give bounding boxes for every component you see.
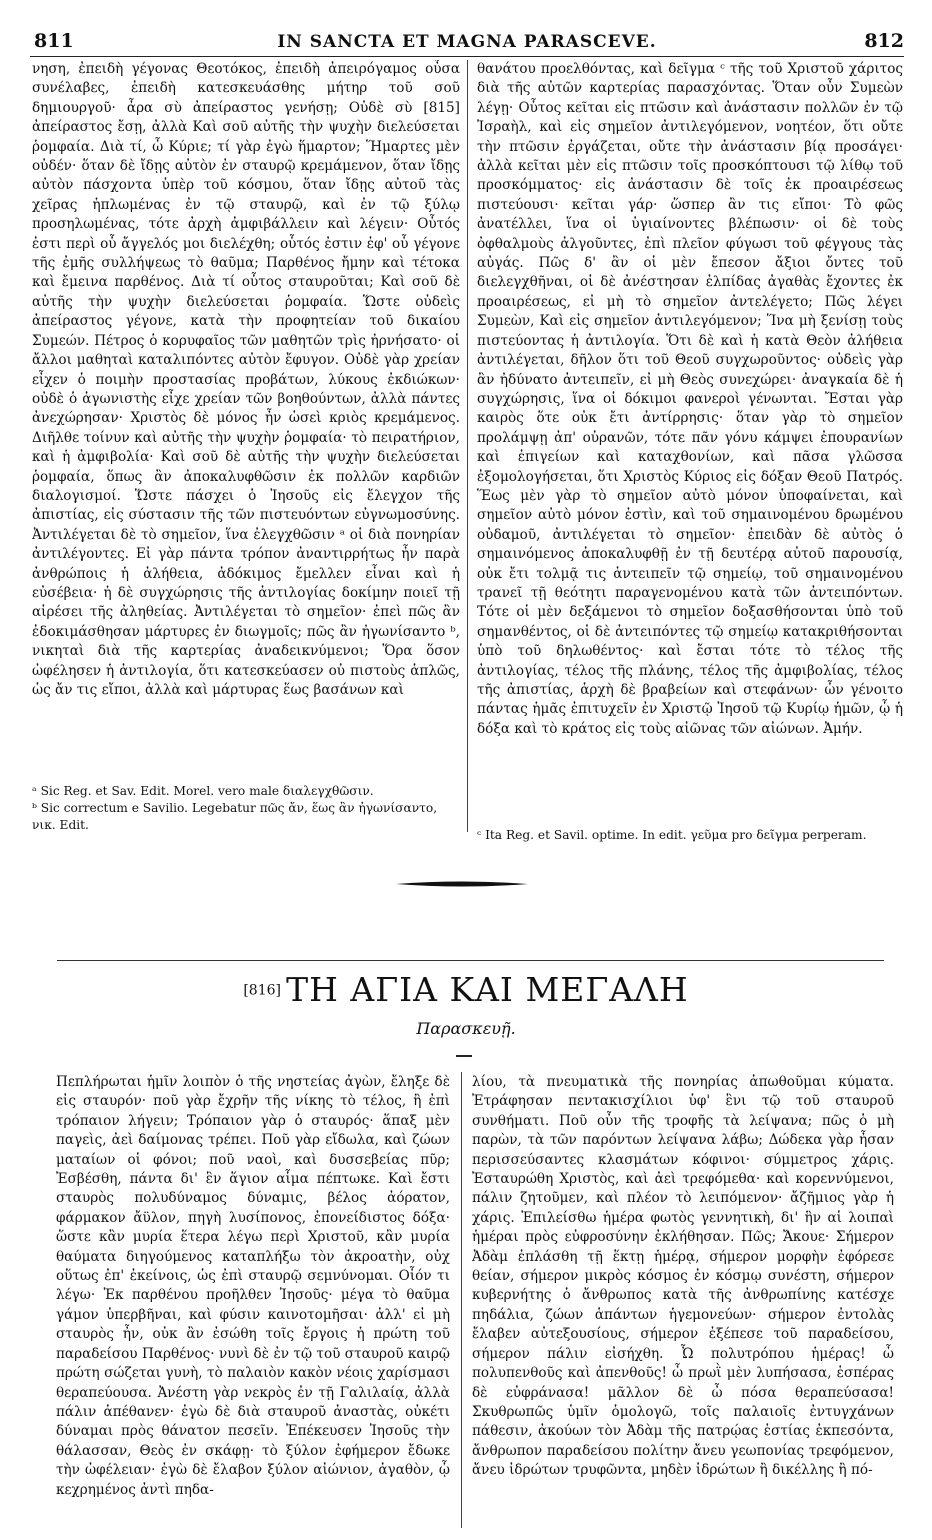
paragraph: θανάτου προελθόντας, καὶ δεῖγμα ᶜ τῆς τοῦ Χριστοῦ χάριτος διὰ τῆς αὐτῶν καρτερίας παρασχόντας. Ὅταν οὖν Συμεὼν λέγῃ· Οὗτος κεῖται εἰς πτῶσιν καὶ ἀνάστασιν πολλῶν ἐν τῷ Ἰσραὴλ, καὶ εἰς σημεῖον ἀντιλεγόμενον, νοητέον, ὅτι οὔτε τὴν πτῶσιν ἐργάζεται, οὔτε τὴν ἀνάστασιν βίᾳ προσάγει· ἀλλὰ κεῖται μὲν εἰς πτῶσιν τοῖς προσκόπτουσι τῷ λίθῳ τοῦ προσκόμματος· εἰς ἀνάστασιν δὲ τοῖς ἐκ προαιρέσεως πιστεύουσι· κεῖται γάρ· ὥσπερ ἂν τις εἴποι· Τὸ φῶς ἀνατέλλει, ἵνα οἱ ὑγιαίνοντες βλέπωσιν· οἱ δὲ τοὺς ὀφθαλμοὺς ἀλγοῦντες, ἐπὶ πλεῖον φύγωσι τοῦ φέγγους τὰς αὐγάς. Πῶς δ' ἂν οἱ μὲν ἔπεσον ἄξιοι ὄντες τοῦ διελεγχθῆναι, οἱ δὲ ἀνέστησαν ἐλπίδας ἀγαθὰς ἔχοντες ἐκ προαιρέσεως, εἰ μὴ τὸ σημεῖον ἀντελέγετο; Πῶς λέγει Συμεὼν, Καὶ εἰς σημεῖον ἀντιλεγόμενον; Ἵνα μὴ ξενίσῃ τοὺς πιστεύοντας ἡ ἀντιλογία. Ὅτι δὲ καὶ ἡ κατὰ Θεὸν ἀλήθεια ἀντιλέγεται, δῆλον ὅτι τοῦ Θεοῦ συγχωροῦντος· οὐδεὶς γὰρ ἂν ἠδύνατο ἀντειπεῖν, εἰ μὴ Θεὸς συνεχώρει· ἀναγκαία δὲ ἡ συγχώρησις, ἵνα οἱ δόκιμοι φανεροὶ γένωνται. Ἔσται γὰρ καιρὸς ὅτε οὐκ ἔτι ἀντίρρησις· ὅταν γὰρ τὸ σημεῖον προλάμψῃ ἀπ' οὐρανῶν, τότε πᾶν γόνυ κάμψει ἐπουρανίων καὶ ἐπιγείων καὶ καταχθονίων, καὶ πᾶσα γλῶσσα ἐξομολογήσεται, ὅτι Χριστὸς Κύριος εἰς δόξαν Θεοῦ Πατρός. Ἕως μὲν γὰρ τὸ σημεῖον αὐτὸ μόνον ὑποφαίνεται, καὶ σημεῖον αὐτὸ μόνον ἐστὶν, καὶ τοῦ σημαινομένου δρωμένου οὐδαμοῦ, ἀντιλέγεται τὸ σημεῖον· ἐπειδὰν δὲ αὐτὸς ὁ σημαινόμενος ἀποκαλυφθῇ ἐν τῇ δευτέρᾳ αὐτοῦ παρουσίᾳ, οὐκ ἔτι τολμᾷ τις ἀντειπεῖν τῷ σημείῳ, τοῦ σημαινομένου τρανεῖ τῇ θεότητι παραγενομένου κατὰ τῶν ἀντειπόντων. Τότε οἱ μὲν δεξάμενοι τὸ σημεῖον δοξασθήσονται ὑπὸ τοῦ σημανθέντος, οἱ δὲ ἀντειπόντες τῷ σημείῳ κατακριθήσονται ὑπὸ τοῦ δηλωθέντος· καὶ ἔσται τότε τὸ τέλος τῆς ἀντιλογίας, τέλος τῆς πλάνης, τέλος τῆς ἀμφιβολίας, τέλος τῆς ἀπιστίας, ἀρχὴ δὲ βραβείων καὶ στεφάνων· ὧν γένοιτο πάντας ἡμᾶς ἐπιτυχεῖν ἐν Χριστῷ Ἰησοῦ τῷ Κυρίῳ ἡμῶν, ᾧ ἡ δόξα καὶ τὸ κράτος εἰς τοὺς αἰῶνας τῶν αἰώνων. Ἀμήν. — [477, 61, 903, 737]
paragraph: Πεπλήρωται ἡμῖν λοιπὸν ὁ τῆς νηστείας ἀγὼν, ἔληξε δὲ εἰς σταυρόν· ποῦ γὰρ ἔχρῆν τῆς νίκης τὸ τέλος, ἢ ἐπὶ τρόπαιον λήγειν; Τρόπαιον γὰρ ὁ σταυρός· ἅπαξ μὲν παγεὶς, ἀεὶ δαίμονας τρέπει. Ποῦ γὰρ εἴδωλα, καὶ ζώων ματαίων οἱ φόνοι; ποῦ ναοὶ, καὶ δυσσεβείας πῦρ; Ἐσβέσθη, πάντα δι' ἓν ἅγιον αἷμα πέπτωκε. Καὶ ἔστι σταυρὸς πολυδύναμος δύναμις, βέλος ἀόρατον, φάρμακον ἄϋλον, πηγὴ λυσίπονος, ἐπονείδιστος δόξα· ὥστε κἂν μυρία ἕτερα λέγω περὶ Χριστοῦ, κἂν μυρία θαύματα διηγούμενος καταπλήξω τὸν ἀκροατὴν, οὐχ οὕτως ἐπ' ἐκείνοις, ὡς ἐπὶ σταυρῷ σεμνύνομαι. Οἷόν τι λέγω· Ἐκ παρθένου προῆλθεν Ἰησοῦς· μέγα τὸ θαῦμα γάμον ὑπερβῆναι, καὶ φύσιν καινοτομῆσαι· ἀλλ' εἰ μὴ σταυρὸς ἦν, οὐκ ἂν ἐσώθη τοῖς ἔργοις ἡ πρώτη τοῦ παραδείσου Παρθένος· νυνὶ δὲ ἐν τῷ τοῦ σταυροῦ καιρῷ πρώτη σώζεται γυνὴ, τὸ παλαιὸν κακὸν νέοις χαρίσμασι θεραπεύουσα. Ἀνέστη γὰρ νεκρὸς ἐν τῇ Γαλιλαίᾳ, ἀλλὰ πάλιν ἀπέθανεν· ἐγὼ δὲ διὰ σταυροῦ ἀναστὰς, οὐκέτι δύναμαι πρὸς θάνατον πεσεῖν. Ἐπέκευσεν Ἰησοῦς τὴν θάλασσαν, Θεὸς ἐν σκάφῃ· τὸ ξύλον ἐφήμερον ἔδωκε τὴν ὠφέλειαν· ἐγὼ δὲ ἔλαβον ξύλον αἰώνιον, ἀγαθὸν, ᾧ κεχρημένος ἀντὶ πηδα- — [56, 1074, 450, 1498]
page-number-right: 812 — [864, 30, 904, 52]
running-title: IN SANCTA ET MAGNA PARASCEVE. — [277, 32, 657, 52]
section-subtitle: Παρασκευῇ. — [416, 1019, 516, 1038]
column-divider — [461, 1072, 462, 1528]
page-number-left: 811 — [34, 30, 74, 52]
footnote: ᵃ Sic Reg. et Sav. Edit. Morel. vero male διαλεγχθῶσιν. — [32, 784, 374, 798]
section-heading: ΤΗ ΑΓΙΑ ΚΑΙ ΜΕΓΑΛΗ — [286, 970, 689, 1009]
footnote: ᵇ Sic correctum e Savilio. Legebatur πῶς ἄν, ἕως ἂν ἠγωνίσαντο, νικ. Edit. — [32, 801, 438, 832]
section-rule — [57, 960, 884, 961]
column-divider — [467, 60, 468, 832]
text-column-left — [32, 60, 460, 756]
section-page-marker: [816] — [243, 982, 281, 999]
footnote: ᶜ Ita Reg. et Savil. optime. In edit. γεῦμα pro δεῖγμα perperam. — [477, 828, 867, 842]
header-rule — [30, 56, 904, 57]
body-column-left — [56, 1073, 450, 1527]
paragraph: νηση, ἐπειδὴ γέγονας Θεοτόκος, ἐπειδὴ ἀπειρόγαμος οὖσα συνέλαβες, ἐπειδὴ κατεσκευάσθης μήτηρ τοῦ σοῦ δημιουργοῦ· ἆρα σὺ ἀπείραστος γενήσῃ; Οὐδὲ σὺ [815] ἀπείραστος ἔσῃ, ἀλλὰ Καὶ σοῦ αὐτῆς τὴν ψυχὴν διελεύσεται ῥομφαία. Διὰ τί, ὦ Κύριε; τί γὰρ ἐγὼ ἥμαρτον; Ἥμαρτες μὲν οὐδέν· ὅταν δὲ ἴδῃς αὐτὸν ἐν σταυρῷ κρεμάμενον, ὅταν ἴδῃς αὐτὸν πάσχοντα ὑπὲρ τοῦ κόσμου, ὅταν ἴδῃς αὐτοῦ τὰς χεῖρας ἡπλωμένας ἐν τῷ σταυρῷ, καὶ ἐν τῷ ξύλῳ προσηλωμένας, τότε ἀρχὴ ἀμφιβάλλειν καὶ λέγειν· Οὗτός ἐστι περὶ οὗ ἄγγελός μοι διελέχθη; οὗτός ἐστιν ἐφ' οὗ γέγονε τῆς ἐμῆς συλλήψεως τὸ θαῦμα; Παρθένος ἤμην καὶ τέτοκα καὶ ἔμεινα παρθένος. Διὰ τί οὗτος σταυροῦται; Καὶ σοῦ δὲ αὐτῆς τὴν ψυχὴν διελεύσεται ῥομφαία. Ὥστε οὐδεὶς ἀπείραστος γέγονε, κατὰ τὴν προφητείαν τοῦ δικαίου Συμεών. Πέτρος ὁ κορυφαῖος τῶν μαθητῶν τρὶς ἠρνήσατο· οἱ ἄλλοι μαθηταὶ καταλιπόντες αὐτὸν ἔφυγον. Οὐδὲ γὰρ χρείαν εἶχεν ὁ ποιμὴν προστασίας προβάτων, λύκους ἐκδιώκων· οὐδὲ ὁ ἀγωνιστὴς εἶχε χρείαν τῶν βοηθούντων, ἀλλὰ πάντες ἀνεχώρησαν· Χριστὸς δὲ μόνος ἦν ὡσεὶ κριὸς κρεμάμενος. Διῆλθε τοίνυν καὶ αὐτῆς τὴν ψυχὴν ῥομφαία· τὸ πειρατήριον, καὶ ἡ ἀμφιβολία· Καὶ σοῦ δὲ αὐτῆς τὴν ψυχὴν διελεύσεται ῥομφαία, ὅπως ἂν ἀποκαλυφθῶσιν ἐκ πολλῶν καρδιῶν διαλογισμοί. Ὥστε πάσχει ὁ Ἰησοῦς εἰς ἔλεγχον τῆς ἀπιστίας, εἰς σύστασιν τῆς τῶν πιστευόντων εὐγνωμοσύνης. Ἀντιλέγεται δὲ τὸ σημεῖον, ἵνα ἐλεγχθῶσιν ᵃ οἱ διὰ πονηρίαν ἀντιλέγοντες. Εἰ γὰρ πάντα τρόπον ἀναντιρρήτως ἦν παρὰ ἀνθρώποις ἡ ἀλήθεια, ἀδόκιμος ἔμελλεν εἶναι καὶ ἡ εὐσέβεια· ἡ δὲ συγχώρησις τῆς ἀντιλογίας δοκίμην ποιεῖ τῇ αἱρέσει τῆς ἀληθείας. Ἀντιλέγεται τὸ σημεῖον· ἐπεὶ πῶς ἂν ἐδοκιμάσθησαν μάρτυρες ἐν διωγμοῖς; πῶς ἂν ἠγωνίσαντο ᵇ, νικηταὶ διὰ τῆς καρτερίας ἀναδεικνύμενοι; Ὅρα ὅσον ὠφέλησεν ἡ ἀντιλογία, ὅτι κατεσκεύασεν οὐ πιστοὺς ἁπλῶς, ὡς ἄν τις εἴποι, ἀλλὰ καὶ μάρτυρας ἕως βασάνων καὶ — [32, 61, 460, 698]
paragraph: λίου, τὰ πνευματικὰ τῆς πονηρίας ἀπωθοῦμαι κύματα. Ἐτράφησαν πεντακισχίλιοι ὑφ' ἓνι τῷ τοῦ σταυροῦ συνθήματι. Ποῦ οὖν τῆς τροφῆς τὰ λείψανα; πῶς ὁ μὴ παρὼν, τὰ τῶν παρόντων λείψανα λάβω; Δώδεκα γὰρ ἦσαν περισσεύσαντες κλασμάτων κόφινοι· σύμμετρος χάρις. Ἐσταυρώθη Χριστὸς, καὶ ἀεὶ τρεφόμεθα· καὶ κορεννύμενοι, πάλιν ζητοῦμεν, καὶ πλέον τὸ λειπόμενον· ἄζῆμιος γὰρ ἡ χάρις. Ἐπιλείσθω ἡμέρα φωτὸς γεννητικὴ, δι' ἣν αἱ λοιπαὶ ἡμέραι πρὸς εὐφροσύνην ἐκλήθησαν. Πῶς; Ἄκουε· Σήμερον Ἀδὰμ ἐπλάσθη τῇ ἕκτῃ ἡμέρᾳ, σήμερον μορφὴν ἐφόρεσε θείαν, σήμερον μικρὸς κόσμος ἐν κόσμῳ συνέστη, σήμερον κυβερνήτης ὁ ἄνθρωπος κατὰ τῆς ἀνθρωπίνης κατέσχε πηδάλια, ζώων ἁπάντων ἡγεμονεύων· σήμερον ἐντολὰς ἔλαβεν αὐτεξουσίους, σήμερον ἐξέπεσε τοῦ παραδείσου, σήμερον πάλιν εἰσήχθη. Ὦ πολυτρόπου ἡμέρας! ὦ πολυπενθοῦς καὶ ἀπενθοῦς! ὦ πρωῒ μὲν λυπήσασα, ἑσπέρας δὲ εὐφράνασα! μᾶλλον δὲ ὦ πόσα θεραπεύσασα! Σκυθρωπῶς ὑμῖν ὁμολογῶ, τοῖς παλαιοῖς ἐντυγχάνων πάθεσιν, ἀκούων τὸν Ἀδὰμ τῆς πατρῴας ἑστίας ἐκπεσόντα, ἄνθρωπον παραδείσου πολίτην ἄνευ γεωπονίας τρεφόμενον, ἄνευ ἱδρώτων τρυφῶντα, μηδὲν ἱδρώτων ἢ δικέλλης ἢ πό- — [472, 1074, 894, 1479]
running-head — [30, 30, 904, 56]
short-rule — [456, 1055, 472, 1057]
ornament-divider — [396, 880, 528, 888]
footnotes-right — [477, 827, 903, 844]
footnotes-left — [32, 783, 460, 834]
text-column-right — [477, 60, 903, 830]
body-column-right — [472, 1073, 894, 1527]
section-title — [0, 970, 932, 1009]
